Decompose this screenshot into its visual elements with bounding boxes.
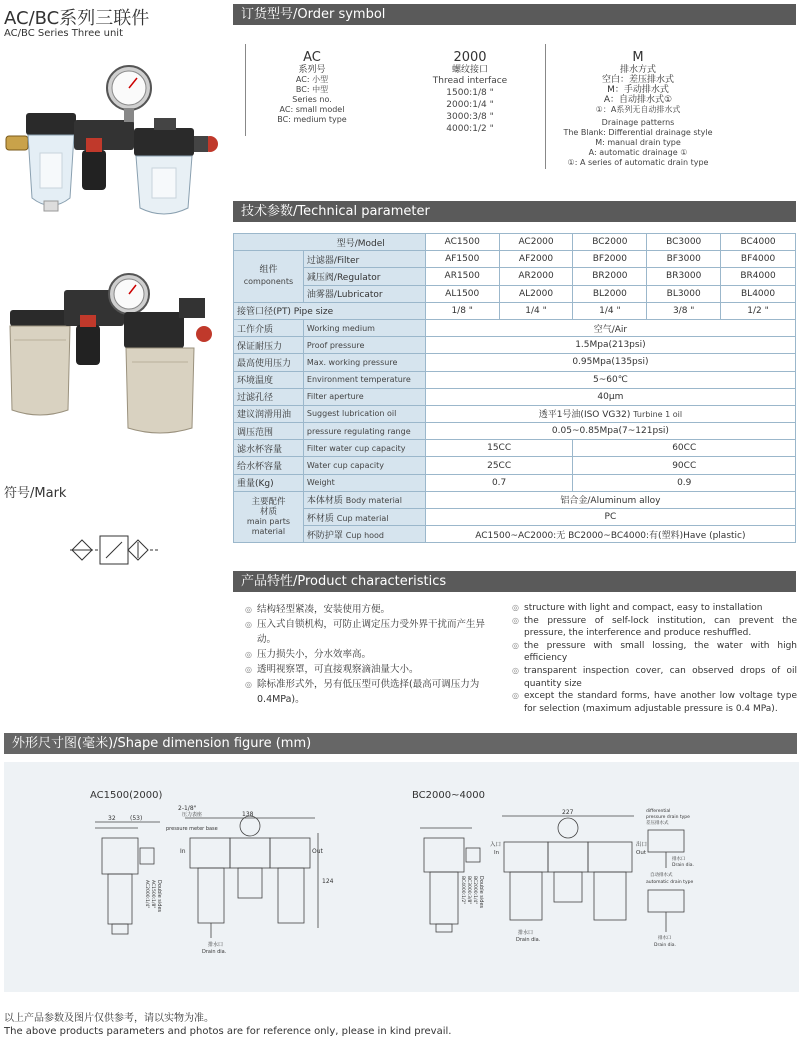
row-value: 空气/Air <box>425 319 795 336</box>
oil-value-cn: 透平1号油(ISO VG32) <box>538 410 631 421</box>
row-value: 铝合金/Aluminum alloy <box>425 491 795 508</box>
dim-gauge-base-cn: 压力表座 <box>182 812 203 818</box>
list-item: ◎ 除标准形式外，另有低压型可供选择(最高可调压力为0.4MPa)。 <box>245 677 495 707</box>
row-value: 25CC <box>425 457 573 474</box>
drain-en: Drain dia. <box>672 863 694 868</box>
cup-hood-cn: 杯防护罩 <box>306 530 343 541</box>
row-value <box>425 405 795 422</box>
characteristics-header: 产品特性/Product characteristics <box>233 571 796 592</box>
right-figure-title: BC2000~4000 <box>412 790 485 801</box>
row-value: 0.7 <box>425 474 573 491</box>
drain-cn: 排水口 <box>518 930 534 936</box>
filter-cell: AF1500 <box>425 251 499 268</box>
table-row <box>234 474 796 491</box>
table-row <box>234 440 796 457</box>
row-label-en: Filter aperture <box>303 388 425 405</box>
row-value: 15CC <box>425 440 573 457</box>
components-label <box>234 251 304 303</box>
tech-table <box>233 233 796 543</box>
thread-line: 3000:3/8 " <box>446 112 494 122</box>
row-value: 0.05~0.85Mpa(7~121psi) <box>425 423 795 440</box>
row-value: PC <box>425 509 795 526</box>
table-row <box>234 302 796 319</box>
pipe-cell: 1/8 " <box>425 302 499 319</box>
pipe-cell: 3/8 " <box>647 302 721 319</box>
drain-line: ①：A系列无自动排水式 <box>595 105 681 114</box>
table-row <box>234 405 796 422</box>
row-label-en: Proof pressure <box>303 337 425 354</box>
list-item: ◎ 结构轻型紧凑，安装使用方便。 <box>245 602 495 617</box>
drain-line: M：手动排水式 <box>607 85 669 95</box>
drain-line: A: automatic drainage ① <box>588 148 688 157</box>
components-label-cn: 组件 <box>259 265 278 276</box>
row-value: 60CC <box>573 440 796 457</box>
table-row <box>234 457 796 474</box>
drain-en: Drain dia. <box>654 943 676 948</box>
thread-code: 2000 <box>453 50 487 65</box>
row-label-cn: 保证耐压力 <box>234 337 304 354</box>
product-image-transparent <box>4 58 226 223</box>
bc4000-thread: BC4000:1/2" <box>460 876 465 905</box>
table-row <box>234 285 796 302</box>
footer-en: The above products parameters and photos are for reference only, please in kind prevail. <box>4 1026 452 1037</box>
drain-label: 排水方式 <box>619 65 656 75</box>
series-line: AC: small model <box>279 105 345 114</box>
table-row <box>234 509 796 526</box>
characteristics-list-cn <box>245 602 495 707</box>
row-label-cn: 给水杯容量 <box>234 457 304 474</box>
bc2000-thread: BC2000:1/4" <box>472 876 477 905</box>
row-value: 90CC <box>573 457 796 474</box>
row-label-en: Weight <box>303 474 425 491</box>
row-label-cn: 工作介质 <box>234 319 304 336</box>
drain-code: M <box>632 50 644 65</box>
material-label-en: main parts <box>246 517 290 527</box>
drain-line: A：自动排水式① <box>603 95 673 105</box>
row-value: AC1500~AC2000:无 BC2000~BC4000:有(塑料)Have (plastic) <box>425 526 795 543</box>
double-sides: Double sides <box>156 880 162 913</box>
row-label-en: Suggest lubrication oil <box>303 405 425 422</box>
row-value: 1.5Mpa(213psi) <box>425 337 795 354</box>
table-row <box>234 234 796 251</box>
double-sides: Double sides <box>478 876 484 909</box>
filter-cell: BF2000 <box>573 251 647 268</box>
drain-cn: 排水口 <box>672 857 686 862</box>
row-label-cn: 滤水杯容量 <box>234 440 304 457</box>
lubricator-label: 油雾器/Lubricator <box>303 285 425 302</box>
auto-drain-label: 自动排水式 <box>650 873 673 878</box>
regulator-cell: BR4000 <box>721 268 796 285</box>
cup-material-label <box>303 509 425 526</box>
order-col-series <box>262 50 362 125</box>
cup-material-cn: 杯材质 <box>306 513 334 524</box>
table-row <box>234 526 796 543</box>
filter-cell: AF2000 <box>499 251 573 268</box>
table-row <box>234 491 796 508</box>
regulator-cell: BR3000 <box>647 268 721 285</box>
table-row <box>234 268 796 285</box>
diff-drain-label: 差压排水式 <box>646 821 669 826</box>
ac1500-thread: AC1500:1/8" <box>150 880 155 909</box>
row-value: 0.9 <box>573 474 796 491</box>
table-row <box>234 251 796 268</box>
left-dimension-drawing <box>90 805 334 958</box>
list-item: ◎ 压入式自锁机构，可防止调定压力受外界干扰而产生异动。 <box>245 617 495 647</box>
model-cell: BC3000 <box>647 234 721 251</box>
pipe-cell: 1/4 " <box>573 302 647 319</box>
row-value: 5~60℃ <box>425 371 795 388</box>
model-cell: AC1500 <box>425 234 499 251</box>
row-label-cn: 环境温度 <box>234 371 304 388</box>
left-figure-title: AC1500(2000) <box>90 790 163 801</box>
thread-line: 2000:1/4 " <box>446 100 494 110</box>
drain-cn: 排水口 <box>658 936 672 941</box>
pipe-label: 接管口径(PT) Pipe size <box>234 302 426 319</box>
list-item: ◎ 透明视察罩，可直接观察滴油量大小。 <box>245 662 495 677</box>
drain-en: Drain dia. <box>202 949 227 955</box>
ac2000-thread: AC2000:1/4" <box>144 880 149 909</box>
row-label-cn: 调压范围 <box>234 423 304 440</box>
drain-line: M: manual drain type <box>595 138 681 147</box>
dim-53: (53) <box>130 815 143 822</box>
pipe-cell: 1/2 " <box>721 302 796 319</box>
table-row <box>234 354 796 371</box>
bc3000-thread: BC3000:3/8" <box>466 876 471 905</box>
drain-line: The Blank: Differential drainage style <box>563 128 713 137</box>
row-label-en: Max. working pressure <box>303 354 425 371</box>
cup-hood-label <box>303 526 425 543</box>
thread-line: Thread interface <box>432 76 508 86</box>
cup-hood-en: Cup hood <box>345 530 385 540</box>
dim-32: 32 <box>108 815 116 822</box>
model-cell: BC2000 <box>573 234 647 251</box>
thread-line: 4000:1/2 " <box>446 124 494 134</box>
diff-drain-label: pressure drain type <box>646 815 690 820</box>
model-cell: AC2000 <box>499 234 573 251</box>
regulator-cell: AR1500 <box>425 268 499 285</box>
series-code: AC <box>303 50 321 65</box>
right-dimension-drawing <box>414 808 714 958</box>
dim-out: Out <box>312 848 323 855</box>
page-subtitle: AC/BC Series Three unit <box>4 28 123 39</box>
list-item: ◎ 压力损失小，分水效率高。 <box>245 647 495 662</box>
auto-drain-label: automatic drain type <box>646 880 694 885</box>
dim-138: 138 <box>242 811 254 818</box>
body-material-label <box>303 491 425 508</box>
tech-header: 技术参数/Technical parameter <box>233 201 796 222</box>
row-label-en: pressure regulating range <box>303 423 425 440</box>
row-label-en: Water cup capacity <box>303 457 425 474</box>
table-row <box>234 388 796 405</box>
material-label-cn: 主要配件 <box>251 497 286 508</box>
row-label-cn: 最高使用压力 <box>234 354 304 371</box>
list-item: ◎ structure with light and compact, easy to installation <box>512 602 797 615</box>
regulator-label: 减压阀/Regulator <box>303 268 425 285</box>
drain-line: 空白：差压排水式 <box>601 75 674 85</box>
body-material-cn: 本体材质 <box>306 496 343 507</box>
list-item: ◎ the pressure with small lossing, the water with high efficiency <box>512 640 797 665</box>
dim-in: In <box>180 848 186 855</box>
material-label-cn: 材质 <box>259 507 277 518</box>
mark-label: 符号/Mark <box>4 486 67 501</box>
table-row <box>234 371 796 388</box>
order-symbol-header: 订货型号/Order symbol <box>233 4 796 25</box>
series-line: BC: 中型 <box>295 85 329 94</box>
inlet-cn: 入口 <box>490 842 502 848</box>
order-bracket-right <box>545 44 546 169</box>
filter-cell: BF3000 <box>647 251 721 268</box>
row-label-en: Filter water cup capacity <box>303 440 425 457</box>
oil-value-en: Turbine 1 oil <box>633 410 683 420</box>
lubricator-cell: AL1500 <box>425 285 499 302</box>
table-row <box>234 423 796 440</box>
order-col-thread <box>415 50 525 135</box>
mark-symbol <box>70 530 160 570</box>
dim-gauge-base-en: pressure meter base <box>166 826 218 832</box>
body-material-en: Body material <box>345 496 402 506</box>
lubricator-cell: BL3000 <box>647 285 721 302</box>
diff-drain-label: differential <box>646 809 671 814</box>
drain-line: ①: A series of automatic drain type <box>567 158 709 167</box>
series-line: AC: 小型 <box>295 75 329 84</box>
outlet-en: Out <box>636 850 646 856</box>
list-item: ◎ the pressure of self-lock institution, can prevent the pressure, the interference and produce reshuffled. <box>512 615 797 640</box>
model-label: 型号/Model <box>234 234 426 251</box>
material-label-en: material <box>251 527 286 537</box>
row-label-en: Environment temperature <box>303 371 425 388</box>
row-value: 40μm <box>425 388 795 405</box>
dim-227: 227 <box>562 809 574 816</box>
lubricator-cell: BL2000 <box>573 285 647 302</box>
footer-cn: 以上产品参数及图片仅供参考，请以实物为准。 <box>4 1013 214 1024</box>
lubricator-cell: AL2000 <box>499 285 573 302</box>
drain-en: Drain dia. <box>516 937 541 943</box>
thread-line: 1500:1/8 " <box>446 88 494 98</box>
components-label-en: components <box>243 277 294 287</box>
outlet-cn: 出口 <box>636 842 648 848</box>
dim-thread: 2-1/8" <box>178 805 197 812</box>
shape-header: 外形尺寸图(毫米)/Shape dimension figure (mm) <box>4 733 797 754</box>
series-line: Series no. <box>292 95 332 104</box>
drain-cn: 排水口 <box>208 942 224 948</box>
row-label-cn: 建议润滑用油 <box>234 405 304 422</box>
product-image-beige <box>4 270 226 435</box>
list-item: ◎ except the standard forms, have another low voltage type for selection (maximum adjustable pressure is 0.4 MPa). <box>512 690 797 715</box>
lubricator-cell: BL4000 <box>721 285 796 302</box>
model-cell: BC4000 <box>721 234 796 251</box>
row-label-cn: 过滤孔径 <box>234 388 304 405</box>
order-col-drain <box>548 50 728 168</box>
table-row <box>234 337 796 354</box>
inlet-en: In <box>494 850 500 856</box>
pipe-cell: 1/4 " <box>499 302 573 319</box>
series-line: BC: medium type <box>277 115 347 124</box>
page-title: AC/BC系列三联件 <box>4 8 150 29</box>
table-row <box>234 319 796 336</box>
list-item: ◎ transparent inspection cover, can observed drops of oil quantity size <box>512 665 797 690</box>
row-label-en: Working medium <box>303 319 425 336</box>
characteristics-list-en <box>512 602 797 715</box>
regulator-cell: BR2000 <box>573 268 647 285</box>
row-label-cn: 重量(Kg) <box>234 474 304 491</box>
regulator-cell: AR2000 <box>499 268 573 285</box>
material-label <box>234 491 304 543</box>
filter-label: 过滤器/Filter <box>303 251 425 268</box>
thread-label: 螺纹接口 <box>451 65 488 75</box>
row-value: 0.95Mpa(135psi) <box>425 354 795 371</box>
footer-note <box>4 1012 451 1038</box>
dim-124: 124 <box>322 878 334 885</box>
order-bracket-left <box>245 44 246 136</box>
drain-line: Drainage patterns <box>601 118 675 127</box>
cup-material-en: Cup material <box>336 513 389 523</box>
filter-cell: BF4000 <box>721 251 796 268</box>
series-label: 系列号 <box>298 65 326 75</box>
